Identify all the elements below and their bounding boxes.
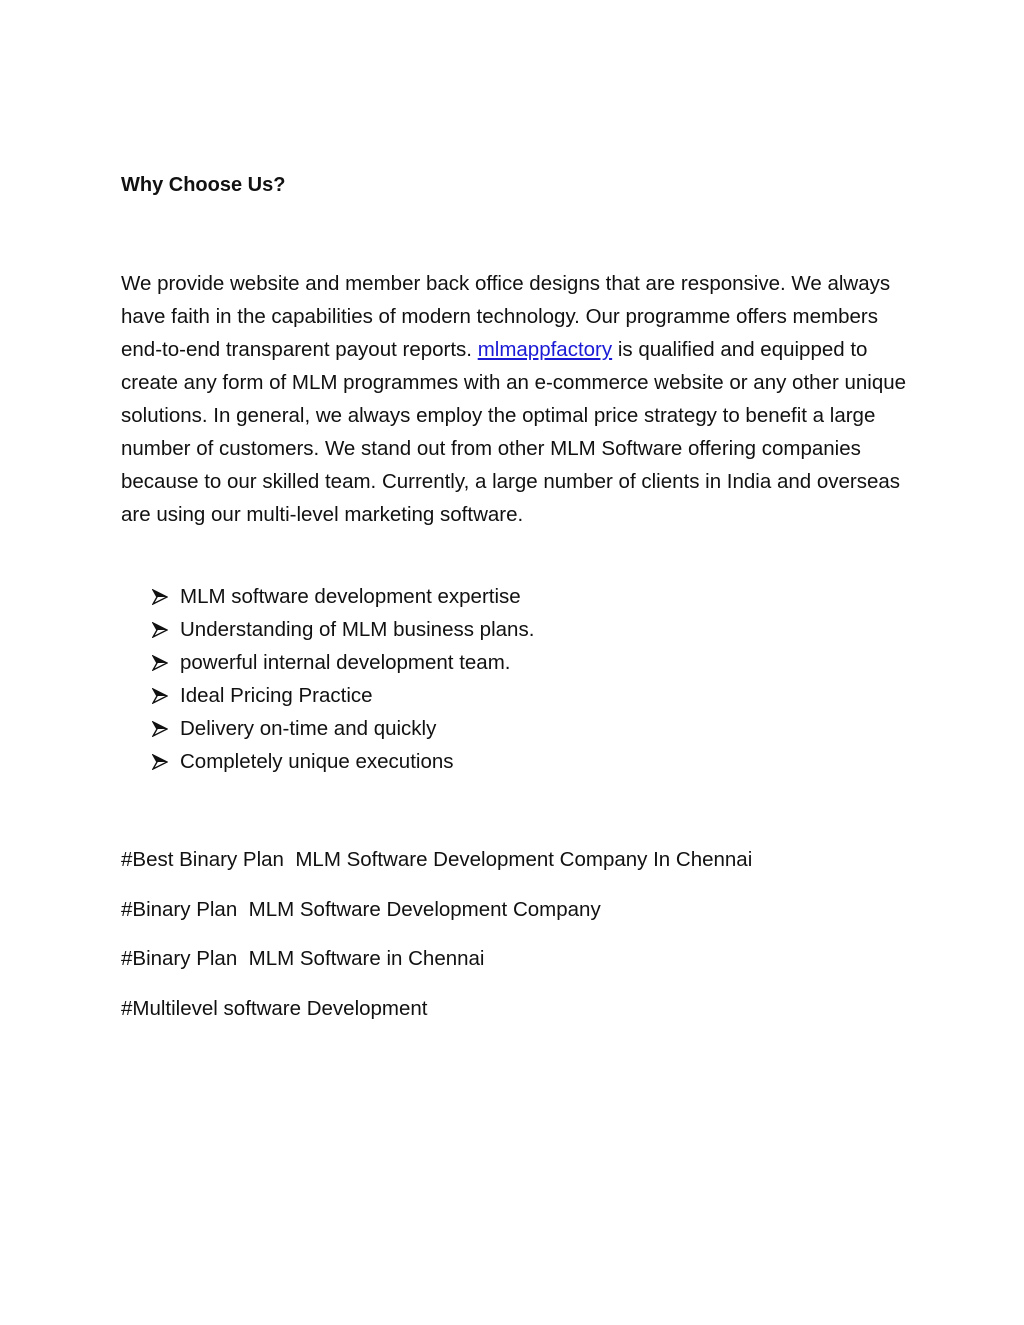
paragraph-text-after-link: is qualified and equipped to create any form of MLM programmes with an e-commerce website or any other unique solutions. In general, we always employ the optimal price strategy to benefit a large number of customers. We stand out from other MLM Software offering companies because to our skilled team. Currently, a large number of clients in India and overseas are using our multi-level marketing software.	[121, 338, 907, 526]
hashtag-line: #Best Binary Plan MLM Software Development Company In Chennai	[121, 848, 753, 871]
mlmappfactory-link[interactable]: mlmappfactory	[477, 338, 613, 361]
list-item	[152, 712, 534, 745]
hashtag-list	[121, 843, 752, 1041]
list-item-text: Ideal Pricing Practice	[180, 684, 373, 707]
arrowhead-bullet-icon	[152, 622, 180, 638]
list-item-text: Completely unique executions	[180, 750, 454, 773]
list-item-text: MLM software development expertise	[180, 585, 521, 608]
hashtag-line: #Binary Plan MLM Software in Chennai	[121, 947, 485, 970]
page-title: Why Choose Us?	[121, 174, 286, 196]
list-item-text: powerful internal development team.	[180, 651, 511, 674]
paragraph-text-before-link: We provide website and member back office designs that are responsive. We always have faith in the capabilities of modern technology. Our programme offers members end-to-end transparent payout reports.	[121, 272, 891, 361]
arrowhead-bullet-icon	[152, 589, 180, 605]
arrowhead-bullet-icon	[152, 721, 180, 737]
arrowhead-bullet-icon	[152, 754, 180, 770]
list-item	[152, 679, 534, 712]
list-item	[152, 613, 534, 646]
arrowhead-bullet-icon	[152, 688, 180, 704]
feature-list	[152, 580, 534, 778]
arrowhead-bullet-icon	[152, 655, 180, 671]
list-item-text: Delivery on-time and quickly	[180, 717, 437, 740]
hashtag-line: #Binary Plan MLM Software Development Company	[121, 897, 601, 921]
list-item-text: Understanding of MLM business plans.	[180, 618, 535, 641]
list-item	[152, 580, 534, 613]
list-item	[152, 745, 534, 778]
hashtag-line: #Multilevel software Development	[121, 996, 428, 1020]
intro-paragraph	[121, 267, 911, 531]
list-item	[152, 646, 534, 679]
